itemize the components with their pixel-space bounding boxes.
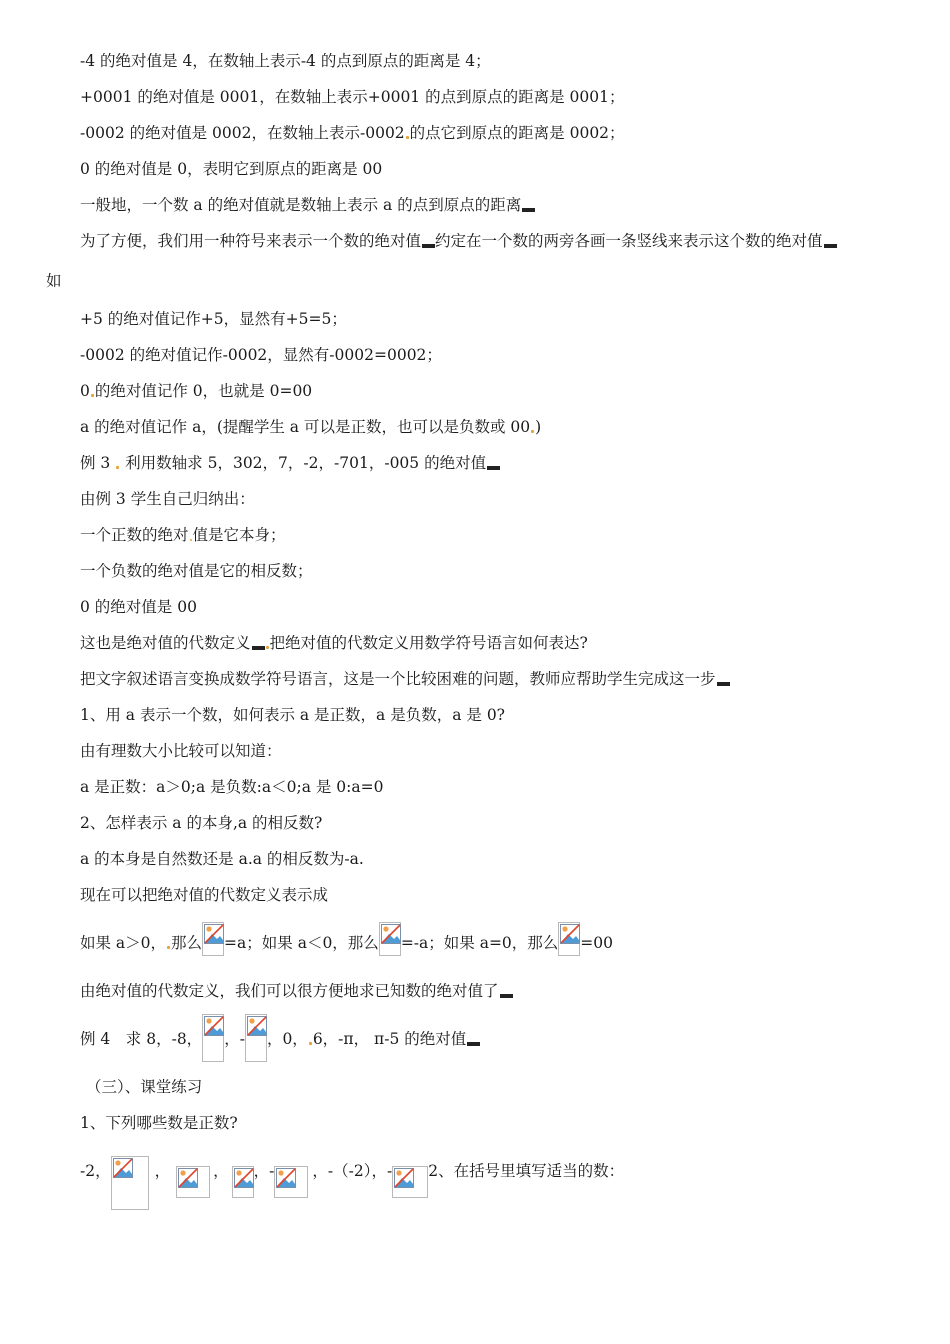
example-line: 例 4 求 8，-8， ，- ，0， 6，-π， π-5 的绝对值 [80, 1014, 480, 1062]
text-line: 由有理数大小比较可以知道： [80, 742, 282, 760]
text-line: 例 3 利用数轴求 5，302，7，-2，-701，-005 的绝对值 [80, 452, 500, 474]
text-line: 如 [46, 272, 62, 290]
broken-image-icon [202, 922, 224, 956]
broken-image-icon [245, 1014, 267, 1062]
broken-image-icon [232, 1166, 254, 1198]
text-line: 为了方便，我们用一种符号来表示一个数的绝对值 约定在一个数的两旁各画一条竖线来表示这个数的绝对值 [80, 230, 837, 252]
anchor-dot [116, 466, 119, 469]
broken-image-icon [176, 1166, 210, 1198]
text-line: 0 的绝对值是 00 [80, 598, 197, 616]
placeholder-mark [467, 1042, 480, 1046]
anchor-dot [167, 946, 170, 949]
broken-image-icon [202, 1014, 224, 1062]
text-line: 一个负数的绝对值是它的相反数； [80, 562, 313, 580]
placeholder-mark [252, 646, 265, 650]
text-line: 0 的绝对值是 0，表明它到原点的距离是 00 [80, 160, 383, 178]
text-line: 这也是绝对值的代数定义 把绝对值的代数定义用数学符号语言如何表达? [80, 634, 588, 652]
text-line: a 是正数：a＞0;a 是负数:a＜0;a 是 0:a=0 [80, 778, 384, 796]
text-line: 一个正数的绝对 值是它本身； [80, 526, 286, 544]
placeholder-mark [824, 244, 837, 248]
text-line: 0 的绝对值记作 0，也就是 0=00 [80, 382, 313, 400]
placeholder-mark [422, 244, 435, 248]
placeholder-mark [500, 994, 513, 998]
anchor-dot [406, 136, 409, 139]
definition-line: 如果 a＞0， 那么 =a；如果 a＜0，那么 =-a；如果 a=0，那么 =00 [80, 922, 613, 956]
text-line: -0002 的绝对值记作-0002，显然有-0002=0002； [80, 346, 442, 364]
text-line: 1、下列哪些数是正数? [80, 1114, 238, 1132]
broken-image-icon [558, 922, 580, 956]
text-line: -4 的绝对值是 4，在数轴上表示-4 的点到原点的距离是 4； [80, 52, 491, 70]
text-line: +0001 的绝对值是 0001，在数轴上表示+0001 的点到原点的距离是 0001； [80, 88, 625, 106]
broken-image-icon [379, 922, 401, 956]
broken-image-icon [274, 1166, 308, 1198]
text-line: +5 的绝对值记作+5，显然有+5=5； [80, 310, 347, 328]
text-line: -0002 的绝对值是 0002，在数轴上表示-0002 的点它到原点的距离是 0002； [80, 124, 625, 142]
anchor-dot [190, 539, 192, 541]
text-line: 1、用 a 表示一个数，如何表示 a 是正数，a 是负数，a 是 0? [80, 706, 505, 724]
anchor-dot [309, 1042, 312, 1045]
anchor-dot [91, 394, 94, 397]
placeholder-mark [487, 466, 500, 470]
text-line: 由例 3 学生自己归纳出： [80, 490, 255, 508]
text-line: 2、怎样表示 a 的本身,a 的相反数? [80, 814, 323, 832]
broken-image-icon [111, 1156, 149, 1210]
placeholder-mark [522, 208, 535, 212]
broken-image-icon [392, 1166, 428, 1198]
text-line: 一般地，一个数 a 的绝对值就是数轴上表示 a 的点到原点的距离 [80, 194, 535, 216]
text-line: 把文字叙述语言变换成数学符号语言，这是一个比较困难的问题，教师应帮助学生完成这一步 [80, 668, 730, 690]
text-line: a 的本身是自然数还是 a.a 的相反数为-a. [80, 850, 364, 868]
section-heading: （三）、课堂练习 [86, 1078, 203, 1096]
anchor-dot [531, 430, 534, 433]
text-line: 由绝对值的代数定义，我们可以很方便地求已知数的绝对值了 [80, 980, 513, 1002]
text-line: 现在可以把绝对值的代数定义表示成 [80, 886, 329, 904]
exercise-line: -2， ， ， ，- ，-（-2），- 2、在括号里填写适当的数： [80, 1156, 624, 1210]
anchor-dot [266, 646, 269, 649]
text-line: a 的绝对值记作 a，(提醒学生 a 可以是正数，也可以是负数或 00 ) [80, 418, 542, 436]
placeholder-mark [717, 682, 730, 686]
